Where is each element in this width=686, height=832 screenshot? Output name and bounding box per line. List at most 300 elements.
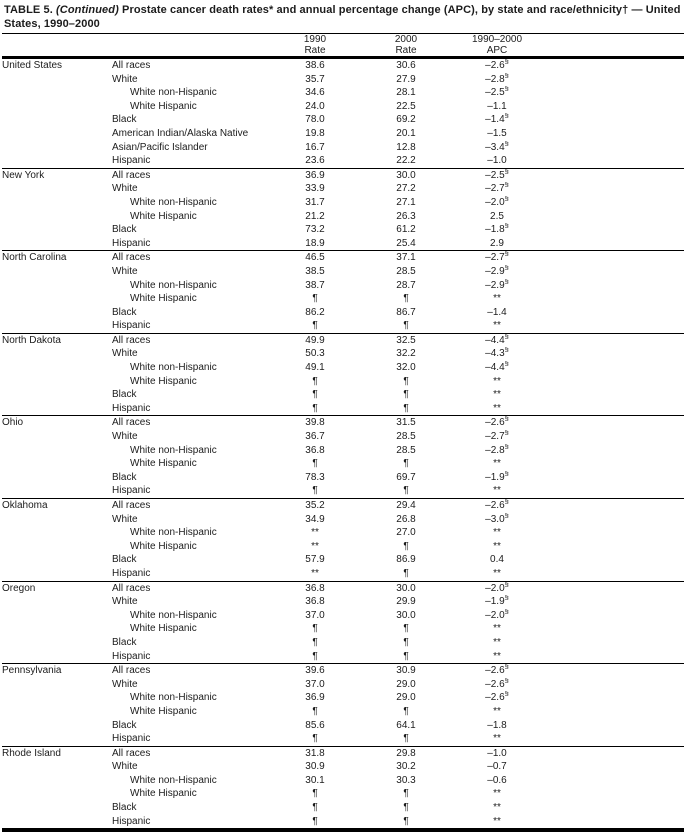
race-ethnicity-label: White non-Hispanic xyxy=(130,362,217,374)
state-label xyxy=(2,636,112,650)
row-filler xyxy=(542,526,684,540)
race-ethnicity-label: Hispanic xyxy=(112,815,151,827)
race-ethnicity-label: Black xyxy=(112,114,137,126)
race-ethnicity-label: White Hispanic xyxy=(130,100,197,112)
state-label xyxy=(2,361,112,375)
table-row xyxy=(2,430,684,444)
race-ethnicity-label: White xyxy=(112,73,138,85)
rate-2000-cell: 30.9 xyxy=(360,664,452,678)
state-label xyxy=(2,540,112,554)
apc-cell: –2.8§ xyxy=(452,444,542,458)
apc-cell: –1.0 xyxy=(452,746,542,760)
rate-1990-cell: 78.3 xyxy=(305,471,325,483)
table-row xyxy=(2,609,684,623)
state-label xyxy=(2,609,112,623)
rate-2000-cell: ¶ xyxy=(403,650,409,662)
header-filler xyxy=(542,34,684,58)
rate-1990-cell: 30.9 xyxy=(305,761,325,773)
state-label xyxy=(2,154,112,168)
apc-cell: –1.5 xyxy=(487,127,507,139)
table-row xyxy=(2,513,684,527)
state-label xyxy=(2,801,112,815)
row-filler xyxy=(542,279,684,293)
rate-2000-cell: ¶ xyxy=(403,389,409,401)
race-ethnicity-label: White xyxy=(112,265,138,277)
rate-2000-cell: 12.8 xyxy=(396,141,416,153)
row-filler xyxy=(542,86,684,100)
state-label xyxy=(2,691,112,705)
race-ethnicity-label: White xyxy=(112,348,138,360)
header-rate-2000-year: 2000 xyxy=(394,34,418,45)
header-rate-2000-label: Rate xyxy=(395,45,417,56)
rate-1990-cell: ¶ xyxy=(312,375,318,387)
table-row xyxy=(2,292,684,306)
significance-symbol: § xyxy=(504,691,509,698)
state-label xyxy=(2,760,112,774)
table-row xyxy=(2,182,684,196)
rate-1990-cell: 37.0 xyxy=(305,609,325,621)
apc-cell: –4.4§ xyxy=(452,333,542,347)
apc-cell: –2.6§ xyxy=(452,58,542,73)
state-label xyxy=(2,787,112,801)
death-rates-table xyxy=(2,34,684,832)
apc-cell: –1.1 xyxy=(487,100,507,112)
rate-2000-cell: 64.1 xyxy=(396,719,416,731)
race-ethnicity-label: White Hispanic xyxy=(130,210,197,222)
rate-1990-cell: 33.9 xyxy=(305,183,325,195)
state-label xyxy=(2,279,112,293)
state-label xyxy=(2,444,112,458)
rate-2000-cell: 37.1 xyxy=(360,251,452,265)
table-row xyxy=(2,375,684,389)
row-filler xyxy=(542,499,684,513)
row-filler xyxy=(542,100,684,114)
rate-2000-cell: 28.5 xyxy=(396,431,416,443)
apc-cell: –4.4§ xyxy=(452,361,542,375)
table-row xyxy=(2,705,684,719)
row-filler xyxy=(542,265,684,279)
rate-1990-cell: ** xyxy=(311,527,319,539)
row-filler xyxy=(542,141,684,155)
rate-1990-cell: 36.7 xyxy=(305,431,325,443)
rate-2000-cell: 28.5 xyxy=(396,265,416,277)
rate-2000-cell: 69.7 xyxy=(396,471,416,483)
row-filler xyxy=(542,210,684,224)
race-ethnicity-label: White non-Hispanic xyxy=(130,609,217,621)
apc-cell: –2.9§ xyxy=(452,265,542,279)
rate-1990-cell: 30.1 xyxy=(305,774,325,786)
rate-2000-cell: ¶ xyxy=(403,375,409,387)
rate-2000-cell: 27.0 xyxy=(396,527,416,539)
rate-1990-cell: 36.8 xyxy=(305,444,325,456)
table-row xyxy=(2,650,684,664)
apc-cell: ** xyxy=(493,527,501,539)
rate-2000-cell: ¶ xyxy=(403,567,409,579)
table-row xyxy=(2,787,684,801)
header-apc-range: 1990–2000 xyxy=(471,34,523,45)
rate-1990-cell: 85.6 xyxy=(305,719,325,731)
state-label xyxy=(2,457,112,471)
significance-symbol: § xyxy=(504,223,509,230)
race-ethnicity-label: All races xyxy=(112,664,270,678)
rate-2000-cell: 32.5 xyxy=(360,333,452,347)
rate-1990-cell: 36.8 xyxy=(270,581,360,595)
apc-cell: 0.4 xyxy=(490,554,504,566)
rate-2000-cell: 27.1 xyxy=(396,196,416,208)
apc-cell: –0.7 xyxy=(487,761,507,773)
race-ethnicity-label: All races xyxy=(112,168,270,182)
table-title-rest: Prostate cancer death rates* and annual percentage change (APC), by state and race/ethnicity† — United States, 1990–2000 xyxy=(4,4,681,30)
rate-1990-cell: 31.7 xyxy=(305,196,325,208)
apc-cell: –2.7§ xyxy=(452,182,542,196)
significance-symbol: § xyxy=(504,195,509,203)
rate-1990-cell: ¶ xyxy=(312,293,318,305)
significance-symbol: § xyxy=(504,677,509,685)
significance-symbol: § xyxy=(504,415,509,424)
table-row xyxy=(2,265,684,279)
state-label: Oklahoma xyxy=(2,499,112,513)
race-ethnicity-label: Hispanic xyxy=(112,485,151,497)
apc-cell: ** xyxy=(493,623,501,635)
state-label xyxy=(2,430,112,444)
row-filler xyxy=(542,196,684,210)
rate-2000-cell: 30.2 xyxy=(396,761,416,773)
rate-2000-cell: 30.6 xyxy=(360,58,452,73)
apc-cell: ** xyxy=(493,485,501,497)
race-ethnicity-label: Black xyxy=(112,389,137,401)
significance-symbol: § xyxy=(504,168,509,176)
apc-cell: –1.9§ xyxy=(452,595,542,609)
table-row xyxy=(2,196,684,210)
race-ethnicity-label: White Hispanic xyxy=(130,375,197,387)
row-filler xyxy=(542,801,684,815)
row-filler xyxy=(542,58,684,73)
state-label xyxy=(2,388,112,402)
row-filler xyxy=(542,787,684,801)
table-row xyxy=(2,553,684,567)
rate-2000-cell: 29.4 xyxy=(360,499,452,513)
row-filler xyxy=(542,705,684,719)
apc-cell: ** xyxy=(493,389,501,401)
state-label xyxy=(2,306,112,320)
apc-cell: 2.5 xyxy=(490,210,504,222)
rate-2000-cell: 61.2 xyxy=(396,224,416,236)
state-label xyxy=(2,678,112,692)
row-filler xyxy=(542,154,684,168)
race-ethnicity-label: White non-Hispanic xyxy=(130,444,217,456)
rate-1990-cell: 49.1 xyxy=(305,362,325,374)
apc-cell: –1.8 xyxy=(487,719,507,731)
race-ethnicity-label: Black xyxy=(112,554,137,566)
table-title xyxy=(2,3,684,34)
rate-1990-cell: ¶ xyxy=(312,650,318,662)
table-row xyxy=(2,361,684,375)
apc-cell: ** xyxy=(493,733,501,745)
apc-cell: –2.0§ xyxy=(452,609,542,623)
apc-cell: –2.6§ xyxy=(452,499,542,513)
apc-cell: –2.7§ xyxy=(452,251,542,265)
row-filler xyxy=(542,113,684,127)
race-ethnicity-label: All races xyxy=(112,581,270,595)
race-ethnicity-label: White Hispanic xyxy=(130,623,197,635)
rate-1990-cell: 50.3 xyxy=(305,348,325,360)
state-label xyxy=(2,815,112,831)
rate-2000-cell: ¶ xyxy=(403,623,409,635)
significance-symbol: § xyxy=(504,182,509,190)
table-row xyxy=(2,719,684,733)
rate-1990-cell: ¶ xyxy=(312,320,318,332)
state-label xyxy=(2,86,112,100)
significance-symbol: § xyxy=(504,608,509,616)
state-label xyxy=(2,100,112,114)
row-filler xyxy=(542,581,684,595)
apc-cell: ** xyxy=(493,636,501,648)
state-label: Oregon xyxy=(2,581,112,595)
state-label xyxy=(2,732,112,746)
table-row xyxy=(2,58,684,73)
table-row xyxy=(2,581,684,595)
rate-2000-cell: 86.9 xyxy=(396,554,416,566)
rate-1990-cell: 21.2 xyxy=(305,210,325,222)
rate-2000-cell: 26.8 xyxy=(396,513,416,525)
row-filler xyxy=(542,388,684,402)
apc-cell: ** xyxy=(493,320,501,332)
row-filler xyxy=(542,375,684,389)
race-ethnicity-label: All races xyxy=(112,499,270,513)
row-filler xyxy=(542,650,684,664)
race-ethnicity-label: White non-Hispanic xyxy=(130,692,217,704)
rate-1990-cell: ¶ xyxy=(312,636,318,648)
state-label: North Dakota xyxy=(2,333,112,347)
apc-cell: –2.9§ xyxy=(452,279,542,293)
table-row xyxy=(2,141,684,155)
table-row xyxy=(2,210,684,224)
rate-2000-cell: 69.2 xyxy=(396,114,416,126)
row-filler xyxy=(542,664,684,678)
row-filler xyxy=(542,292,684,306)
significance-symbol: § xyxy=(504,333,509,341)
race-ethnicity-label: White non-Hispanic xyxy=(130,527,217,539)
rate-1990-cell: 38.6 xyxy=(270,58,360,73)
table-row xyxy=(2,774,684,788)
apc-cell: –3.4§ xyxy=(452,141,542,155)
significance-symbol: § xyxy=(504,443,509,451)
row-filler xyxy=(542,691,684,705)
rate-2000-cell: 30.0 xyxy=(360,168,452,182)
race-ethnicity-label: White xyxy=(112,596,138,608)
rate-2000-cell: 22.5 xyxy=(396,100,416,112)
state-label xyxy=(2,375,112,389)
table-row xyxy=(2,333,684,347)
apc-cell: ** xyxy=(493,802,501,814)
apc-cell: ** xyxy=(493,540,501,552)
significance-symbol: § xyxy=(504,430,509,437)
race-ethnicity-label: Black xyxy=(112,471,137,483)
rate-1990-cell: 38.7 xyxy=(305,279,325,291)
table-row xyxy=(2,678,684,692)
row-filler xyxy=(542,760,684,774)
significance-symbol: § xyxy=(504,72,509,80)
state-label xyxy=(2,73,112,87)
rate-1990-cell: 78.0 xyxy=(305,114,325,126)
rate-2000-cell: 29.8 xyxy=(360,746,452,760)
state-label xyxy=(2,127,112,141)
apc-cell: ** xyxy=(493,375,501,387)
rate-1990-cell: 36.9 xyxy=(305,692,325,704)
apc-cell: ** xyxy=(493,458,501,470)
row-filler xyxy=(542,319,684,333)
rate-1990-cell: 18.9 xyxy=(305,237,325,249)
significance-symbol: § xyxy=(504,663,509,671)
row-filler xyxy=(542,237,684,251)
apc-cell: –2.6§ xyxy=(452,691,542,705)
header-state-spacer xyxy=(2,34,112,58)
table-row xyxy=(2,127,684,141)
state-label xyxy=(2,196,112,210)
race-ethnicity-label: American Indian/Alaska Native xyxy=(112,127,249,139)
row-filler xyxy=(542,251,684,265)
row-filler xyxy=(542,774,684,788)
state-label xyxy=(2,471,112,485)
rate-1990-cell: 39.6 xyxy=(270,664,360,678)
apc-cell: –2.0§ xyxy=(452,581,542,595)
state-label xyxy=(2,622,112,636)
table-title-prefix: TABLE 5. xyxy=(4,4,57,16)
table-row xyxy=(2,664,684,678)
significance-symbol: § xyxy=(504,113,509,121)
apc-cell: –2.8§ xyxy=(452,73,542,87)
significance-symbol: § xyxy=(504,595,509,602)
row-filler xyxy=(542,402,684,416)
state-label: Ohio xyxy=(2,416,112,430)
rate-1990-cell: 31.8 xyxy=(270,746,360,760)
apc-cell: –1.8§ xyxy=(452,223,542,237)
race-ethnicity-label: All races xyxy=(112,416,270,430)
header-rate-1990-label: Rate xyxy=(304,45,326,56)
significance-symbol: § xyxy=(504,86,509,93)
table-row xyxy=(2,595,684,609)
rate-2000-cell: ¶ xyxy=(403,402,409,414)
table-row xyxy=(2,154,684,168)
apc-cell: –2.5§ xyxy=(452,168,542,182)
rate-1990-cell: 23.6 xyxy=(305,155,325,167)
apc-cell: ** xyxy=(493,650,501,662)
significance-symbol: § xyxy=(504,498,509,506)
state-label xyxy=(2,292,112,306)
rate-2000-cell: 22.2 xyxy=(396,155,416,167)
significance-symbol: § xyxy=(504,250,509,258)
rate-2000-cell: 29.0 xyxy=(396,692,416,704)
rate-1990-cell: ¶ xyxy=(312,623,318,635)
apc-cell: –1.4 xyxy=(487,306,507,318)
race-ethnicity-label: Hispanic xyxy=(112,567,151,579)
state-label xyxy=(2,484,112,498)
table-row xyxy=(2,223,684,237)
row-filler xyxy=(542,444,684,458)
table-header xyxy=(2,34,684,58)
race-ethnicity-label: White non-Hispanic xyxy=(130,196,217,208)
table-row xyxy=(2,86,684,100)
race-ethnicity-label: White Hispanic xyxy=(130,788,197,800)
row-filler xyxy=(542,168,684,182)
rate-2000-cell: 30.3 xyxy=(396,774,416,786)
row-filler xyxy=(542,457,684,471)
header-rate-1990 xyxy=(270,34,360,58)
state-label xyxy=(2,182,112,196)
rate-2000-cell: ¶ xyxy=(403,788,409,800)
table-row xyxy=(2,73,684,87)
race-ethnicity-label: White xyxy=(112,513,138,525)
significance-symbol: § xyxy=(504,581,509,589)
apc-cell: –0.6 xyxy=(487,774,507,786)
rate-2000-cell: 26.3 xyxy=(396,210,416,222)
significance-symbol: § xyxy=(504,512,509,520)
state-label: Rhode Island xyxy=(2,746,112,760)
row-filler xyxy=(542,636,684,650)
rate-2000-cell: 86.7 xyxy=(396,306,416,318)
race-ethnicity-label: All races xyxy=(112,333,270,347)
race-ethnicity-label: White xyxy=(112,678,138,690)
header-row xyxy=(2,34,684,58)
apc-cell: ** xyxy=(493,567,501,579)
state-label xyxy=(2,347,112,361)
apc-cell: –2.0§ xyxy=(452,196,542,210)
rate-1990-cell: ¶ xyxy=(312,815,318,827)
state-label xyxy=(2,650,112,664)
race-ethnicity-label: Hispanic xyxy=(112,650,151,662)
state-label xyxy=(2,774,112,788)
rate-2000-cell: 31.5 xyxy=(360,416,452,430)
race-ethnicity-label: Hispanic xyxy=(112,237,151,249)
row-filler xyxy=(542,719,684,733)
header-rate-2000 xyxy=(360,34,452,58)
race-ethnicity-label: Hispanic xyxy=(112,320,151,332)
rate-1990-cell: 16.7 xyxy=(305,141,325,153)
table-row xyxy=(2,567,684,581)
rate-1990-cell: ¶ xyxy=(312,458,318,470)
rate-1990-cell: 86.2 xyxy=(305,306,325,318)
row-filler xyxy=(542,540,684,554)
table-title-continued: (Continued) xyxy=(56,4,119,16)
race-ethnicity-label: Black xyxy=(112,802,137,814)
table-row xyxy=(2,388,684,402)
race-ethnicity-label: All races xyxy=(112,251,270,265)
row-filler xyxy=(542,127,684,141)
state-label xyxy=(2,141,112,155)
row-filler xyxy=(542,182,684,196)
row-filler xyxy=(542,306,684,320)
rate-1990-cell: 19.8 xyxy=(305,127,325,139)
rate-1990-cell: ¶ xyxy=(312,705,318,717)
table-row xyxy=(2,100,684,114)
race-ethnicity-label: Asian/Pacific Islander xyxy=(112,141,208,153)
significance-symbol: § xyxy=(504,470,509,478)
state-label: Pennsylvania xyxy=(2,664,112,678)
rate-1990-cell: 38.5 xyxy=(305,265,325,277)
rate-1990-cell: ¶ xyxy=(312,402,318,414)
race-ethnicity-label: White xyxy=(112,761,138,773)
rate-1990-cell: ¶ xyxy=(312,485,318,497)
state-label xyxy=(2,553,112,567)
table-row xyxy=(2,484,684,498)
state-label xyxy=(2,719,112,733)
row-filler xyxy=(542,223,684,237)
row-filler xyxy=(542,347,684,361)
race-ethnicity-label: White Hispanic xyxy=(130,458,197,470)
table-row xyxy=(2,622,684,636)
significance-symbol: § xyxy=(504,57,509,66)
row-filler xyxy=(542,609,684,623)
